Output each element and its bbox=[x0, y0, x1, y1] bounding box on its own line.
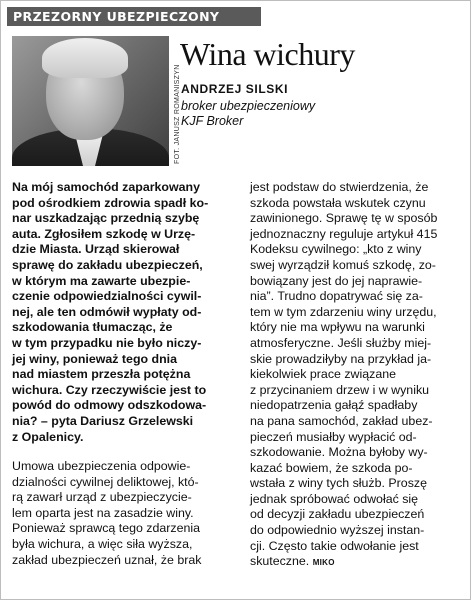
question-line: w tym przypadku nie było niczy- bbox=[12, 335, 202, 350]
question-line: auta. Zgłosiłem szkodę w Urzę- bbox=[12, 226, 196, 241]
question-line: z Opalenicy. bbox=[12, 429, 84, 444]
photo-hair bbox=[42, 38, 128, 78]
photo-credit: FOT. JANUSZ ROMANISZYN bbox=[174, 64, 181, 164]
answer-line: zakład ubezpieczeń uznał, że brak bbox=[12, 552, 202, 567]
question-line: wichura. Czy rzeczywiście jest to bbox=[12, 382, 207, 397]
question-line: nar uszkadzając przednią szybę bbox=[12, 211, 200, 226]
section-rubric: PRZEZORNY UBEZPIECZONY bbox=[7, 7, 261, 26]
author-role-line: broker ubezpieczeniowy bbox=[181, 99, 316, 113]
expert-answer-start bbox=[12, 459, 236, 568]
question-line: Na mój samochód zaparkowany bbox=[12, 180, 200, 194]
question-line: nia? – pyta Dariusz Grzelewski bbox=[12, 413, 194, 428]
question-line: nad miastem przeszła potężna bbox=[12, 367, 191, 382]
question-line: czenie odpowiedzialności cywil- bbox=[12, 289, 202, 304]
answer-line: niedopatrzenia gałąź spadłaby bbox=[250, 398, 418, 413]
answer-line: cji. Często takie odwołanie jest bbox=[250, 538, 419, 553]
answer-line: pieczeń musiałby wypłacić od- bbox=[250, 429, 417, 444]
answer-line: nia”. Trudno dopatrywać się za- bbox=[250, 289, 423, 304]
answer-line: wstała z winy tych służb. Proszę bbox=[250, 476, 427, 491]
question-line: szkodowania tłumacząc, że bbox=[12, 320, 173, 335]
answer-closing-text: skuteczne. bbox=[250, 554, 310, 569]
question-line: nej, ale ten odmówił wypłaty od- bbox=[12, 304, 202, 319]
answer-line: swej wyrządził komuś szkodę, zo- bbox=[250, 257, 436, 272]
question-line: w którym ma zawarte ubezpie- bbox=[12, 273, 191, 288]
question-line: pod ośrodkiem zdrowia spadł ko- bbox=[12, 195, 209, 210]
answer-line: była wichura, a więc siła wyższa, bbox=[12, 537, 193, 552]
answer-line: atmosferyczne. Jeśli służby miej- bbox=[250, 335, 432, 350]
answer-line: szkodowanie. Można byłoby wy- bbox=[250, 445, 428, 460]
answer-line: jednak spróbować odwołać się bbox=[250, 491, 419, 506]
author-photo bbox=[12, 36, 169, 166]
answer-line: do odpowiednio wyższej instan- bbox=[250, 523, 425, 538]
question-line: sprawę do zakładu ubezpieczeń, bbox=[12, 257, 203, 272]
answer-last-line bbox=[250, 554, 460, 571]
answer-line: Umowa ubezpieczenia odpowie- bbox=[12, 459, 191, 474]
paragraph-gap bbox=[12, 445, 236, 459]
answer-line: kiekolwiek prace związane bbox=[250, 367, 397, 382]
answer-line: bowiązany jest do jej naprawie- bbox=[250, 273, 423, 288]
answer-line: lem oparta jest na zasadzie winy. bbox=[12, 505, 194, 520]
text-column-right bbox=[250, 180, 460, 571]
answer-line: Kodeksu cywilnego: „kto z winy bbox=[250, 242, 422, 257]
answer-line: rą zawarł urząd z ubezpieczycie- bbox=[12, 490, 192, 505]
answer-line: z przycinaniem drzew i w wyniku bbox=[250, 382, 430, 397]
answer-line: jednoznaczny reguluje artykuł 415 bbox=[250, 226, 438, 241]
answer-line: szkoda powstała wskutek czynu bbox=[250, 195, 426, 210]
answer-line: Ponieważ sprawcą tego zdarzenia bbox=[12, 521, 201, 536]
answer-line: zawinionego. Sprawę tę w sposób bbox=[250, 211, 438, 226]
author-company: KJF Broker bbox=[181, 114, 244, 128]
answer-line: od decyzji zakładu ubezpieczeń bbox=[250, 507, 425, 522]
answer-line: który nie ma wpływu na warunki bbox=[250, 320, 425, 335]
question-line: powód do odmowy odszkodowa- bbox=[12, 398, 207, 413]
text-column-left bbox=[12, 180, 236, 568]
answer-line: skie prowadziłyby na przykład ja- bbox=[250, 351, 432, 366]
answer-line: na pana samochód, zakład ubez- bbox=[250, 413, 433, 428]
answer-line: kazać bowiem, że szkoda po- bbox=[250, 460, 413, 475]
reader-question bbox=[12, 180, 236, 445]
question-line: jej winy, ponieważ tego dnia bbox=[12, 351, 177, 366]
question-line: dzie Miasta. Urząd skierował bbox=[12, 242, 180, 257]
author-name: ANDRZEJ SILSKI bbox=[181, 82, 289, 96]
answer-line: dzialności cywilnej deliktowej, któ- bbox=[12, 474, 199, 489]
author-role bbox=[181, 99, 315, 129]
author-signature: MIKO bbox=[312, 558, 335, 568]
article-title: Wina wichury bbox=[180, 36, 355, 72]
answer-line: jest podstaw do stwierdzenia, że bbox=[250, 180, 429, 194]
answer-line: tem w tym zdarzeniu winy urzędu, bbox=[250, 304, 437, 319]
